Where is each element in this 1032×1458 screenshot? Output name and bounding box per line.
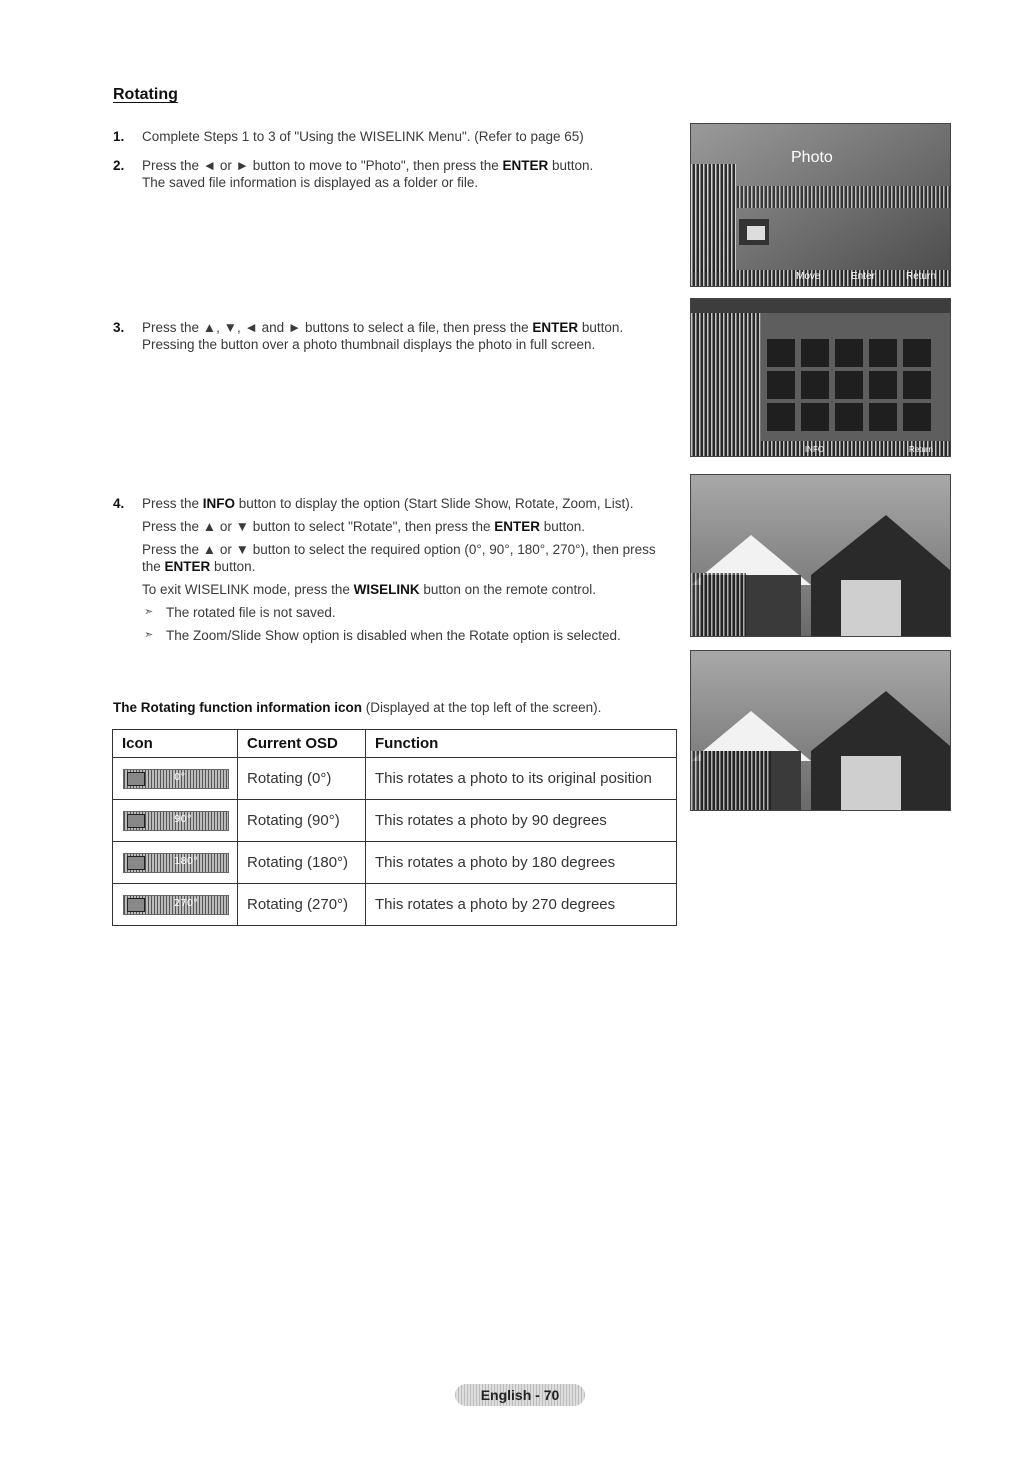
tv-screen-photo-menu [691, 124, 950, 286]
osd-cell: Rotating (0°) [238, 758, 366, 800]
tv-screen-photo-options [691, 475, 950, 636]
page-footer: English - 70 [455, 1384, 585, 1406]
step-1 [113, 128, 672, 145]
step-2 [113, 157, 672, 191]
icon-value: 90° [174, 813, 192, 825]
text-run: button. [578, 320, 624, 335]
icon-cell [113, 842, 238, 884]
header-current-osd: Current OSD [238, 730, 366, 758]
text-run: Press the ▲ or ▼ button to select the required option (0°, 90°, 180°, 270°), then press the [142, 542, 656, 574]
screenshot-photo-options [690, 474, 951, 637]
table-caption [113, 700, 601, 715]
function-cell: This rotates a photo by 180 degrees [366, 842, 677, 884]
step-number: 1. [113, 129, 125, 144]
icon-value: 180° [174, 855, 199, 867]
note-arrow-icon: ➣ [144, 629, 154, 641]
step-text: Pressing the button over a photo thumbnail displays the photo in full screen. [142, 337, 596, 352]
bar-info: INFO [805, 445, 825, 454]
rotate-osd-icon [123, 769, 229, 789]
table-row [113, 884, 677, 926]
osd-cell: Rotating (90°) [238, 800, 366, 842]
function-cell: This rotates a photo to its original position [366, 758, 677, 800]
table-header-row [113, 730, 677, 758]
section-title: Rotating [113, 86, 178, 103]
text-run: Press the ◄ or ► button to move to "Photo", then press the [142, 158, 503, 173]
step-text [142, 157, 672, 174]
caption-bold: The Rotating function information icon [113, 700, 362, 715]
step-text [142, 319, 672, 336]
step-number: 4. [113, 496, 125, 511]
tv-screen-rotated-photo [691, 651, 950, 810]
note-arrow-icon: ➣ [144, 606, 154, 618]
osd-cell: Rotating (270°) [238, 884, 366, 926]
screenshot-rotated-photo [690, 650, 951, 811]
table-row [113, 800, 677, 842]
text-run: button on the remote control. [419, 582, 596, 597]
rotate-osd-icon [123, 853, 229, 873]
bar-enter: Enter [851, 271, 875, 282]
step-text [142, 495, 672, 512]
icon-cell [113, 884, 238, 926]
note-text: The Zoom/Slide Show option is disabled when the Rotate option is selected. [166, 628, 621, 643]
text-run: Press the ▲ or ▼ button to select "Rotate", then press the [142, 519, 495, 534]
screenshot-photo-menu [690, 123, 951, 287]
text-run: button. [548, 158, 594, 173]
screenshot-thumbnails [690, 298, 951, 457]
icon-value: 270° [174, 897, 199, 909]
step-text [142, 518, 672, 535]
step-text [142, 541, 672, 575]
rotate-glyph-icon [127, 772, 145, 786]
note-2 [142, 627, 672, 644]
screen-heading: Photo [791, 149, 833, 166]
bold-run: INFO [202, 496, 236, 511]
rotate-glyph-icon [127, 898, 145, 912]
rotation-icon-table [112, 729, 677, 926]
text-run: button to display the option (Start Slide Show, Rotate, Zoom, List). [235, 496, 634, 511]
rotate-glyph-icon [127, 814, 145, 828]
text-run: button. [540, 519, 586, 534]
bar-return: Return [906, 271, 937, 282]
text-run: Press the ▲, ▼, ◄ and ► buttons to select a file, then press the [142, 320, 533, 335]
text-run: button. [210, 559, 256, 574]
step-number: 3. [113, 320, 125, 335]
text-run: To exit WISELINK mode, press the [142, 582, 354, 597]
step-text: The saved file information is displayed as a folder or file. [142, 175, 479, 190]
tv-screen-thumbnails [691, 299, 950, 456]
step-3 [113, 319, 672, 353]
table-row [113, 758, 677, 800]
icon-cell [113, 758, 238, 800]
rotate-osd-icon [123, 895, 229, 915]
caption-text: (Displayed at the top left of the screen). [361, 700, 602, 715]
bold-run: WISELINK [353, 582, 420, 597]
text-run: Press the [142, 496, 203, 511]
note-text: The rotated file is not saved. [166, 605, 336, 620]
step-number: 2. [113, 158, 125, 173]
bold-run: ENTER [532, 320, 579, 335]
header-function: Function [366, 730, 677, 758]
bold-run: ENTER [164, 559, 211, 574]
function-cell: This rotates a photo by 90 degrees [366, 800, 677, 842]
bar-move: Move [796, 271, 821, 282]
bold-run: ENTER [494, 519, 540, 534]
function-cell: This rotates a photo by 270 degrees [366, 884, 677, 926]
rotate-glyph-icon [127, 856, 145, 870]
table-row [113, 842, 677, 884]
osd-cell: Rotating (180°) [238, 842, 366, 884]
rotate-osd-icon [123, 811, 229, 831]
icon-cell [113, 800, 238, 842]
header-icon: Icon [113, 730, 238, 758]
step-text: Complete Steps 1 to 3 of "Using the WISELINK Menu". (Refer to page 65) [142, 129, 584, 144]
bold-run: ENTER [502, 158, 549, 173]
bar-return: Return [909, 445, 934, 454]
note-1 [142, 604, 672, 621]
step-text [142, 581, 672, 598]
step-4 [113, 495, 672, 644]
icon-value: 0° [174, 771, 186, 783]
